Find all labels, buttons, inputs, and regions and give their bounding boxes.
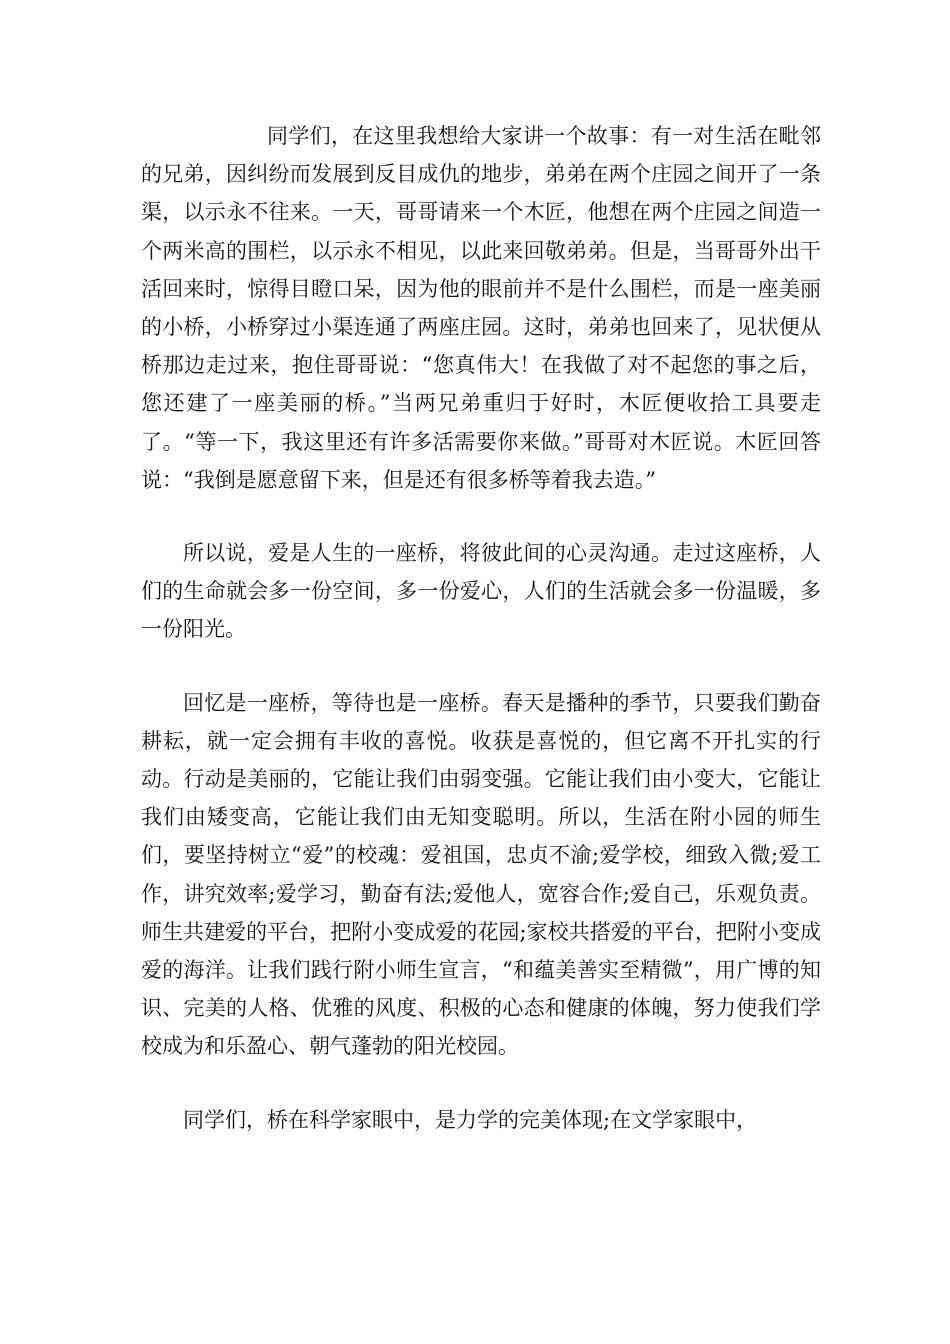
paragraph-love-bridge: 所以说，爱是人生的一座桥，将彼此间的心灵沟通。走过这座桥，人们的生命就会多一份空间，多一份爱心，人们的生活就会多一份温暖，多一份阳光。 — [141, 541, 821, 642]
paragraph-scientist-bridge: 同学们，桥在科学家眼中，是力学的完美体现;在文学家眼中， — [183, 1107, 758, 1132]
paragraph-story: 同学们，在这里我想给大家讲一个故事：有一对生活在毗邻的兄弟，因纠纷而发展到反目成仇的地步，弟弟在两个庄园之间开了一条渠，以示永不往来。一天，哥哥请来一个木匠，他想在两个庄园之间造一个两米高的围栏，以示永不相见，以此来回敬弟弟。但是，当哥哥外出干活回来时，惊得目瞪口呆，因为他的眼前并不是什么围栏，而是一座美丽的小桥，小桥穿过小渠连通了两座庄园。这时，弟弟也回来了，见状便从桥那边走过来，抱住哥哥说：“您真伟大！在我做了对不起您的事之后，您还建了一座美丽的桥。”当两兄弟重归于好时，木匠便收拾工具要走了。“等一下，我这里还有许多活需要你来做。”哥哥对木匠说。木匠回答说：“我倒是愿意留下来，但是还有很多桥等着我去造。” — [141, 124, 821, 492]
paragraph-memory-bridge: 回忆是一座桥，等待也是一座桥。春天是播种的季节，只要我们勤奋耕耘，就一定会拥有丰收的喜悦。收获是喜悦的，但它离不开扎实的行动。行动是美丽的，它能让我们由弱变强。它能让我们由小变大，它能让我们由矮变高，它能让我们由无知变聪明。所以，生活在附小园的师生们，要坚持树立“爱”的校魂：爱祖国，忠贞不渝;爱学校，细致入微;爱工作，讲究效率;爱学习，勤奋有法;爱他人，宽容合作;爱自己，乐观负责。师生共建爱的平台，把附小变成爱的花园;家校共搭爱的平台，把附小变成爱的海洋。让我们践行附小师生宣言，“和蕴美善实至精微”，用广博的知识、完美的人格、优雅的风度、积极的心态和健康的体魄，努力使我们学校成为和乐盈心、朝气蓬勃的阳光校园。 — [141, 690, 821, 1059]
document-body — [141, 117, 821, 1139]
